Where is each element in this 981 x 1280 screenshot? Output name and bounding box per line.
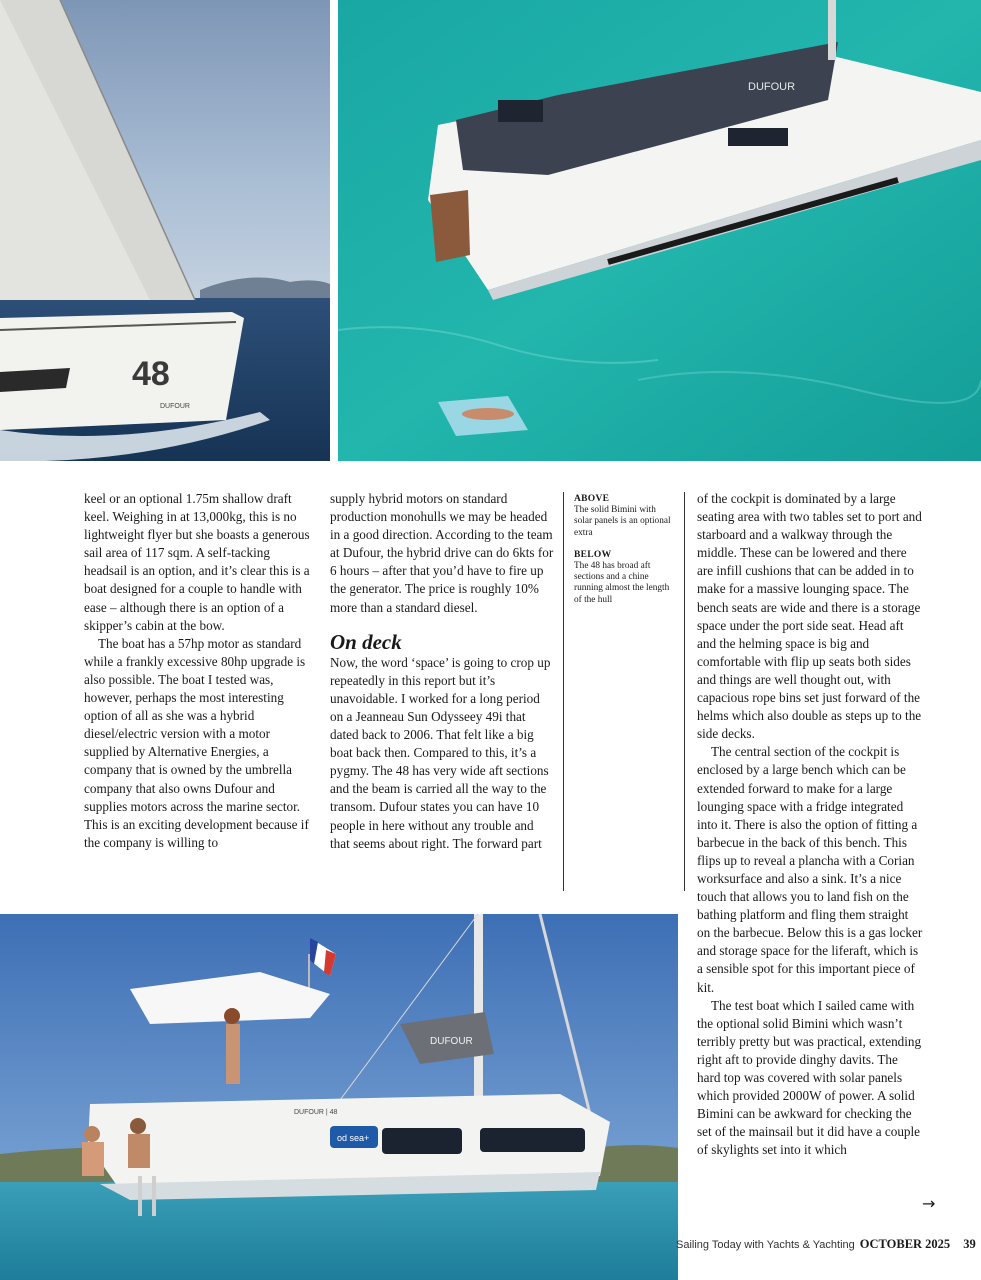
bimini-brand-label: DUFOUR <box>748 81 796 93</box>
column-divider <box>563 492 564 891</box>
body-paragraph: of the cockpit is dominated by a large seating area with two tables set to port and starboard and a walkway through the middle. These can be lowered and there are infill cushions that can be added in to make for a massive lounging space. The bench seats are wide and there is a storage space under the port side seat. Head aft and the helming space is big and comfortable with flip up seats both sides and things are well thought out, with capacious rope bins set just forward of the helms which also double as steps up to the side decks. <box>697 491 922 742</box>
continue-arrow-icon: → <box>922 1194 936 1213</box>
photo-aerial-yacht <box>338 0 981 461</box>
caption-above <box>574 494 674 539</box>
body-column-2 <box>330 490 554 853</box>
body-paragraph: The central section of the cockpit is enclosed by a large bench which can be extended forward to make for a large lounging space with a fridge integrated into it. There is also the option of fitting a barbecue in the back of this bench. This flips up to reveal a plancha with a Corian worksurface and also a sink. It’s a nice touch that allows you to land fish on the bathing platform and fling them straight on the barbecue. Below this is a gas locker and storage space for the liferaft, which is a sensible spot for this important piece of kit. <box>697 744 923 995</box>
hull-badge-label: od sea+ <box>337 1133 370 1143</box>
photo-sailboat-heeling <box>0 0 330 461</box>
hull-model-label: DUFOUR | 48 <box>294 1109 338 1116</box>
page-footer <box>676 1237 976 1252</box>
hull-number-label: 48 <box>132 355 170 393</box>
page-number: 39 <box>963 1237 976 1251</box>
column-divider <box>684 492 685 891</box>
caption-label: ABOVE <box>574 494 610 504</box>
body-paragraph: The test boat which I sailed came with the optional solid Bimini which wasn’t terribly pretty but was practical, extending right aft to provide dinghy davits. The hard top was covered with solar panels which provided 2000W of power. A solid Bimini can be awkward for checking the set of the mainsail but it did have a couple of skylights set into it which <box>697 997 922 1158</box>
body-column-4 <box>697 490 923 1159</box>
body-paragraph: Now, the word ‘space’ is going to crop up repeatedly in this report but it’s unavoidable. I worked for a long period on a Jeanneau Sun Odysseey 49i that dated back to 2006. That felt like a big boat back then. Compared to this, it’s a pygmy. The 48 has very wide aft sections and the beam is carried all the way to the transom. Dufour states you can have 10 people in here without any trouble and that seems about right. The forward part <box>330 654 551 851</box>
body-paragraph: The boat has a 57hp motor as standard while a frankly excessive 80hp upgrade is also possible. The boat I tested was, however, perhaps the most interesting option of all as she was a hybrid diesel/electric version with a motor supplied by Alternative Energies, a company that is owned by the umbrella company that also owns Dufour and supplies motors across the marine sector. This is an exciting development because if the company is willing to <box>84 635 309 850</box>
caption-text: The solid Bimini with solar panels is an optional extra <box>574 505 671 538</box>
photo-captions <box>574 494 674 617</box>
caption-label: BELOW <box>574 549 612 560</box>
subheading-on-deck: On deck <box>330 629 402 654</box>
photo-yacht-at-anchor <box>0 914 678 1280</box>
issue-date: OCTOBER 2025 <box>859 1237 951 1251</box>
magazine-name: Sailing Today with Yachts & Yachting <box>676 1239 855 1251</box>
caption-text: The 48 has broad aft sections and a chine running almost the length of the hull <box>574 561 670 605</box>
hull-brand-label: DUFOUR <box>160 403 190 410</box>
body-paragraph: keel or an optional 1.75m shallow draft keel. Weighing in at 13,000kg, this is no lightweight flyer but she boasts a generous sail area of 117 sqm. A self-tacking headsail is an option, and it’s clear this is a boat designed for a couple to handle with ease – although there is an option of a skipper’s cabin at the bow. <box>84 491 310 633</box>
caption-below <box>574 550 674 606</box>
body-paragraph: supply hybrid motors on standard production monohulls we may be headed in a good direction. According to the team at Dufour, the hybrid drive can do 6kts for 6 hours – after that you’d have to fire up the generator. The price is roughly 10% more than a standard diesel. <box>330 491 554 615</box>
body-column-1 <box>84 490 310 852</box>
bimini-brand-label: DUFOUR <box>430 1036 473 1047</box>
